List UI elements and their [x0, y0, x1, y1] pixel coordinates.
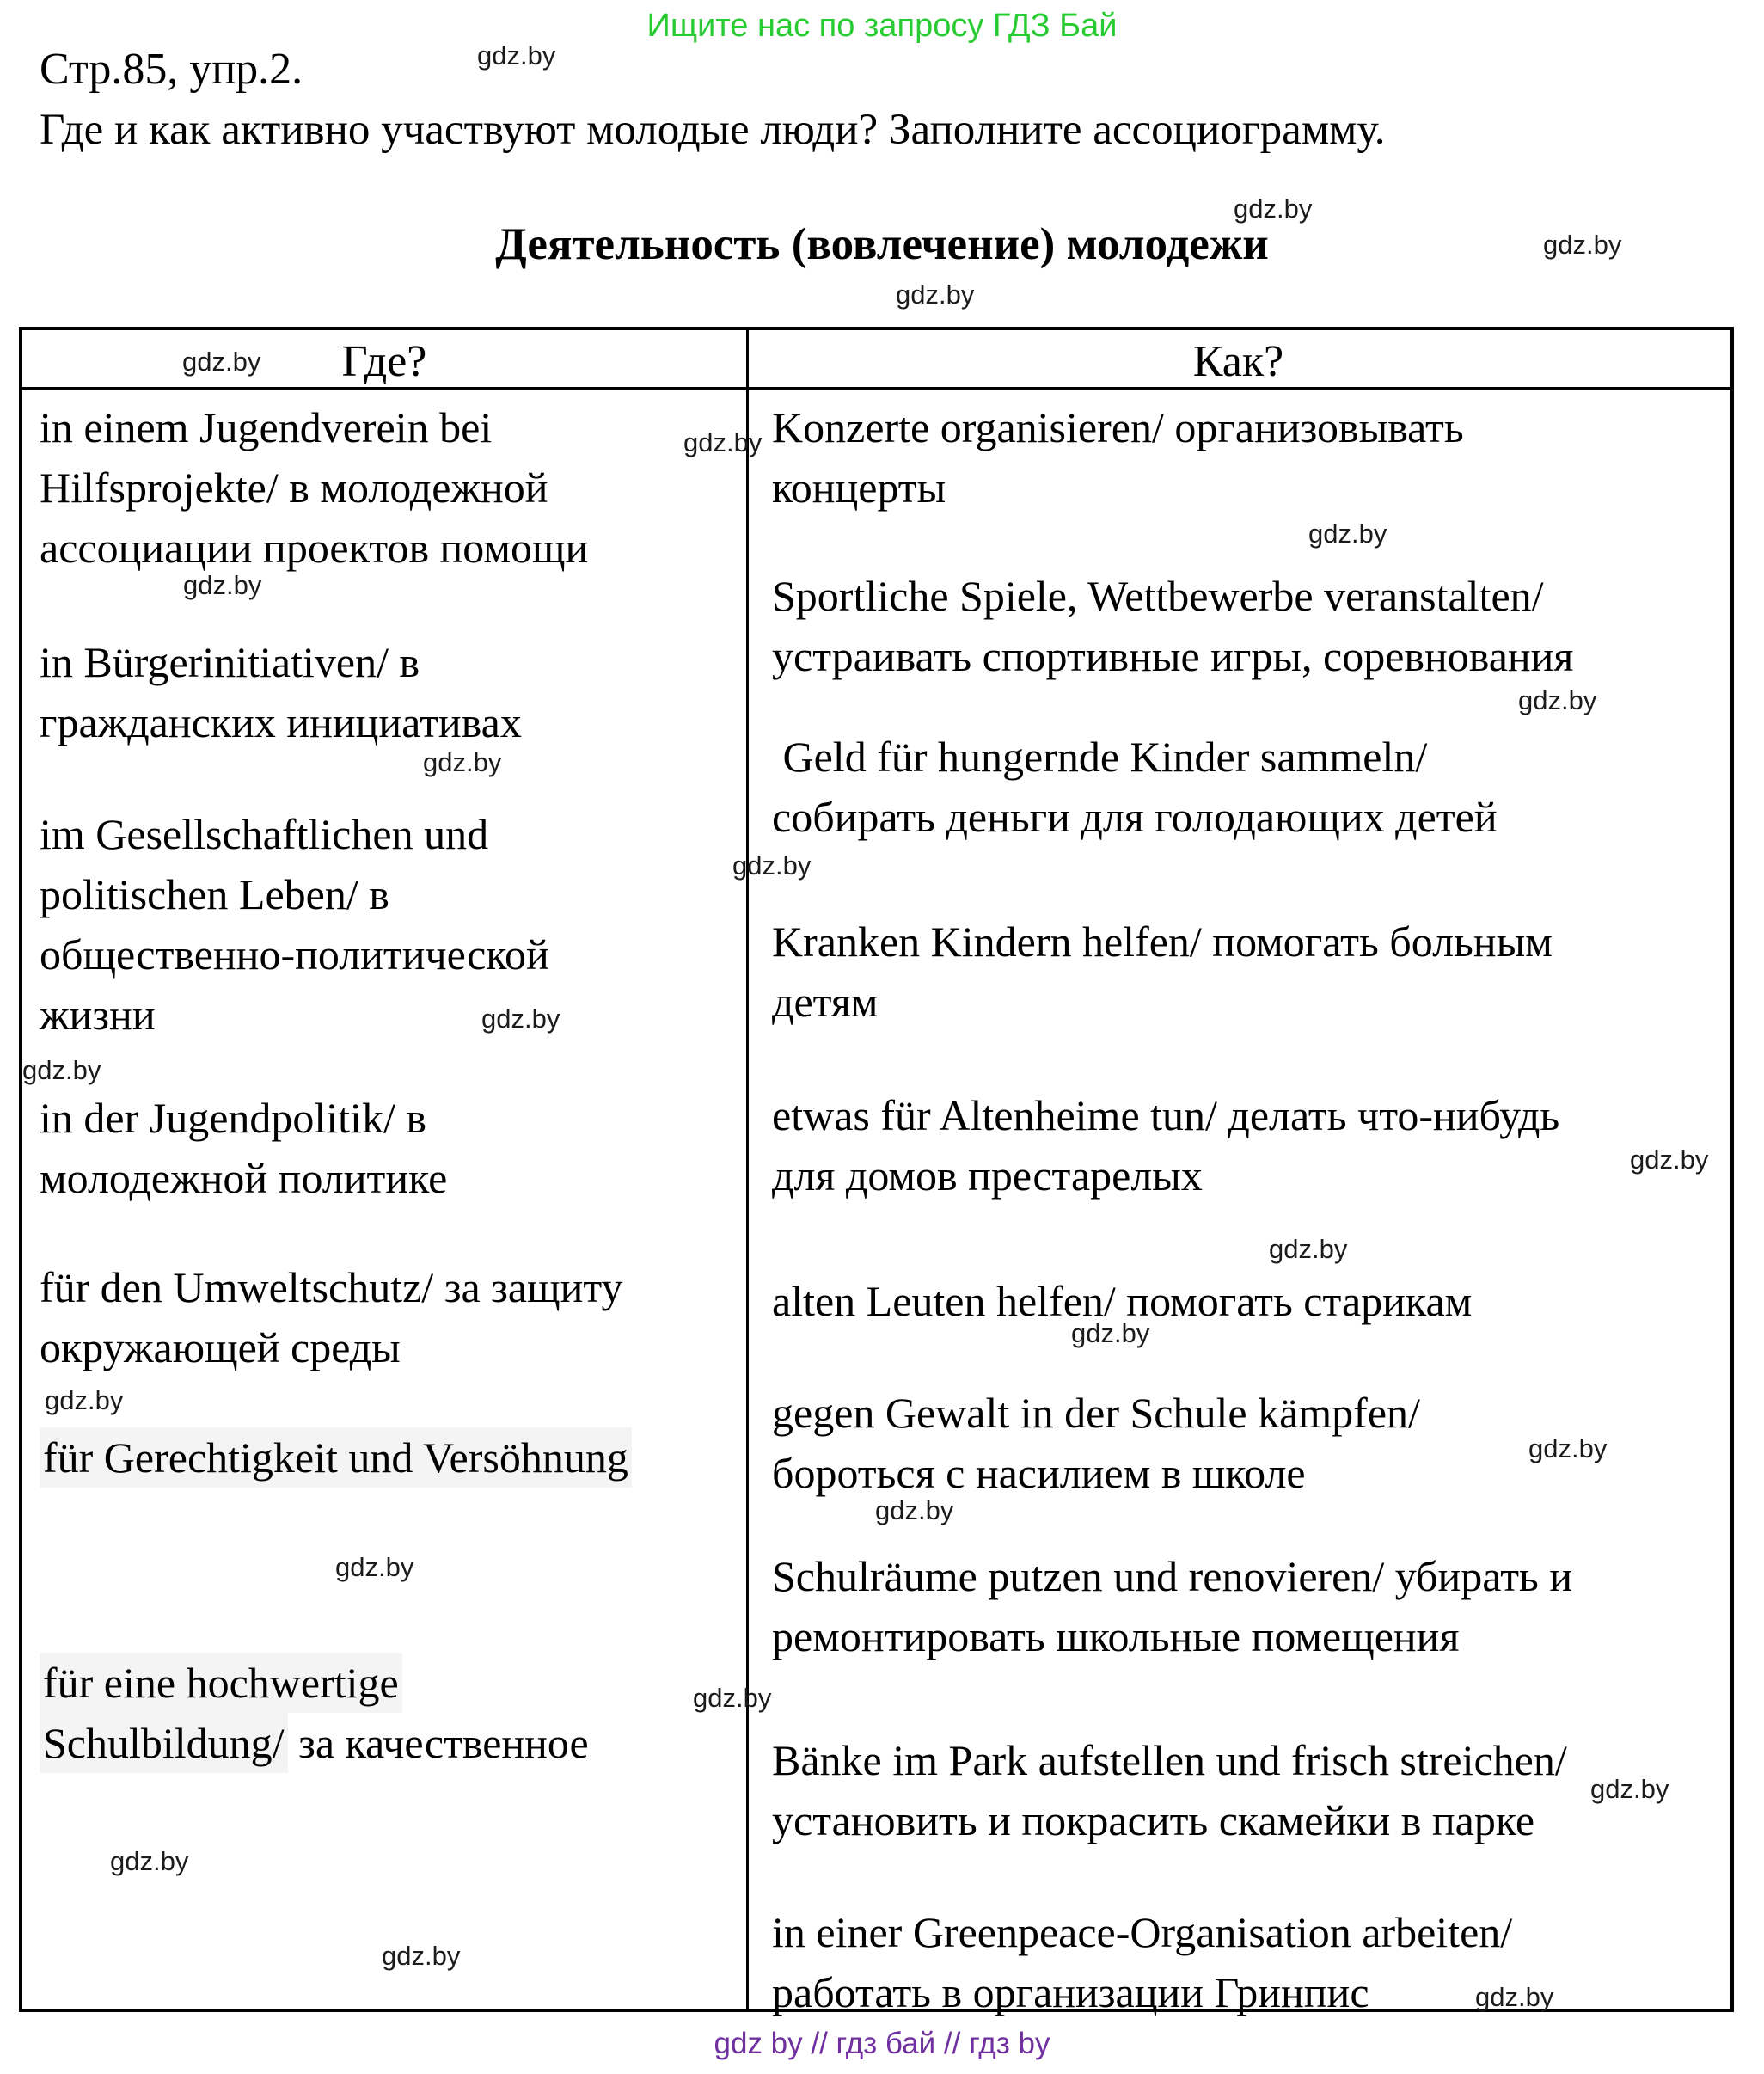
gdz-watermark: gdz.by	[896, 279, 975, 310]
entry-line: Hilfsprojekte/ в молодежной	[40, 463, 548, 512]
header-cell-how: Как?	[1192, 337, 1284, 386]
gdz-watermark: gdz.by	[693, 1683, 772, 1713]
gdz-watermark: gdz.by	[477, 40, 556, 71]
entry-line: работать в организации Гринпис	[772, 1968, 1369, 2016]
gdz-watermark: gdz.by	[182, 347, 261, 377]
entry-line: für Gerechtigkeit und Versöhnung	[40, 1427, 738, 1488]
gdz-watermark: gdz.by	[382, 1941, 461, 1971]
page-title: Деятельность (вовлечение) молодежи	[495, 219, 1269, 269]
entry-line: Schulräume putzen und renovieren/ убирать и	[772, 1552, 1573, 1600]
gdz-watermark: gdz.by	[22, 1055, 101, 1085]
entry-line: установить и покрасить скамейки в парке	[772, 1796, 1535, 1844]
gdz-watermark: gdz.by	[1543, 230, 1622, 260]
task-text: Где и как активно участвуют молодые люди? Заполните ассоциограмму.	[40, 106, 1386, 154]
entry-line: ремонтировать школьные помещения	[772, 1612, 1460, 1660]
gdz-watermark: gdz.by	[1234, 193, 1313, 224]
table-cell-entry	[772, 727, 1724, 847]
page-heading: Стр.85, упр.2.	[40, 45, 303, 94]
entry-line: für eine hochwertige	[40, 1653, 738, 1713]
gdz-watermark: gdz.by	[1269, 1234, 1348, 1264]
table-header-row	[22, 330, 1730, 390]
gdz-watermark: gdz.by	[1475, 1982, 1554, 2012]
table-cell-entry	[40, 632, 738, 752]
gdz-watermark: gdz.by	[875, 1495, 954, 1525]
entry-line: молодежной политике	[40, 1154, 448, 1202]
table-cell-entry	[772, 911, 1724, 1032]
promo-banner: Ищите нас по запросу ГДЗ Бай	[646, 8, 1118, 44]
table-cell-entry	[772, 566, 1724, 686]
table-cell-entry	[772, 1730, 1724, 1850]
table-cell-entry	[772, 1546, 1724, 1666]
table-cell-entry	[772, 397, 1724, 518]
gdz-watermark: gdz.by	[1071, 1318, 1150, 1348]
entry-line: Kranken Kindern helfen/ помогать больным	[772, 917, 1553, 966]
entry-line: gegen Gewalt in der Schule kämpfen/	[772, 1389, 1420, 1437]
gdz-watermark: gdz.by	[683, 427, 763, 457]
entry-line: in Bürgerinitiativen/ в	[40, 638, 420, 686]
gdz-watermark: gdz.by	[732, 850, 812, 881]
entry-line: Sportliche Spiele, Wettbewerbe veranstalten/	[772, 572, 1544, 620]
gdz-watermark: gdz.by	[1630, 1144, 1709, 1175]
entry-line: общественно-политической	[40, 930, 549, 979]
entry-line: Schulbildung/ за качественное	[40, 1713, 738, 1773]
gdz-watermark: gdz.by	[1518, 685, 1597, 715]
entry-line: in der Jugendpolitik/ в	[40, 1094, 426, 1142]
gdz-watermark: gdz.by	[1308, 518, 1387, 549]
entry-line: устраивать спортивные игры, соревнования	[772, 632, 1574, 680]
entry-line: собирать деньги для голодающих детей	[772, 793, 1498, 841]
entry-line: im Gesellschaftlichen und	[40, 810, 489, 858]
entry-line: для домов престарелых	[772, 1151, 1203, 1200]
gdz-watermark: gdz.by	[1528, 1433, 1608, 1463]
entry-line: für den Umweltschutz/ за защиту	[40, 1263, 623, 1311]
entry-line: бороться с насилием в школе	[772, 1449, 1306, 1497]
table-cell-entry	[772, 1902, 1724, 2022]
entry-line: alten Leuten helfen/ помогать старикам	[772, 1277, 1473, 1325]
gdz-watermark: gdz.by	[423, 747, 502, 777]
association-table	[19, 327, 1734, 2016]
entry-line: etwas für Altenheime tun/ делать что-нибудь	[772, 1091, 1560, 1139]
table-cell-entry	[40, 1088, 738, 1208]
table-cell-entry	[772, 1271, 1724, 1331]
entry-line: концерты	[772, 463, 946, 512]
table-cell-entry	[40, 397, 738, 578]
gdz-watermark: gdz.by	[183, 570, 262, 600]
gdz-watermark: gdz.by	[1590, 1774, 1669, 1804]
entry-line: ассоциации проектов помощи	[40, 524, 589, 572]
gdz-watermark: gdz.by	[110, 1846, 189, 1876]
gdz-watermark: gdz.by	[335, 1552, 414, 1582]
footer-links: gdz by // гдз бай // гдз by	[714, 2027, 1050, 2060]
entry-line: жизни	[40, 991, 156, 1039]
entry-line: Bänke im Park aufstellen und frisch streichen/	[772, 1736, 1567, 1784]
table-column-divider	[746, 330, 749, 2009]
entry-line: детям	[772, 978, 879, 1026]
gdz-watermark: gdz.by	[45, 1385, 124, 1415]
entry-line: in einer Greenpeace-Organisation arbeiten/	[772, 1908, 1513, 1956]
table-cell-entry	[40, 804, 738, 1045]
entry-line: Konzerte organisieren/ организовывать	[772, 403, 1464, 451]
table-cell-entry	[40, 1653, 738, 1773]
table-cell-entry	[40, 1257, 738, 1378]
entry-line: politischen Leben/ в	[40, 870, 389, 918]
entry-line: гражданских инициативах	[40, 698, 522, 746]
table-cell-entry	[772, 1085, 1724, 1206]
gdz-watermark: gdz.by	[481, 1003, 560, 1034]
entry-line: окружающей среды	[40, 1323, 401, 1371]
header-cell-where: Где?	[341, 337, 427, 386]
entry-line: Geld für hungernde Kinder sammeln/	[772, 733, 1428, 781]
entry-line: in einem Jugendverein bei	[40, 403, 493, 451]
table-cell-entry	[40, 1427, 738, 1488]
